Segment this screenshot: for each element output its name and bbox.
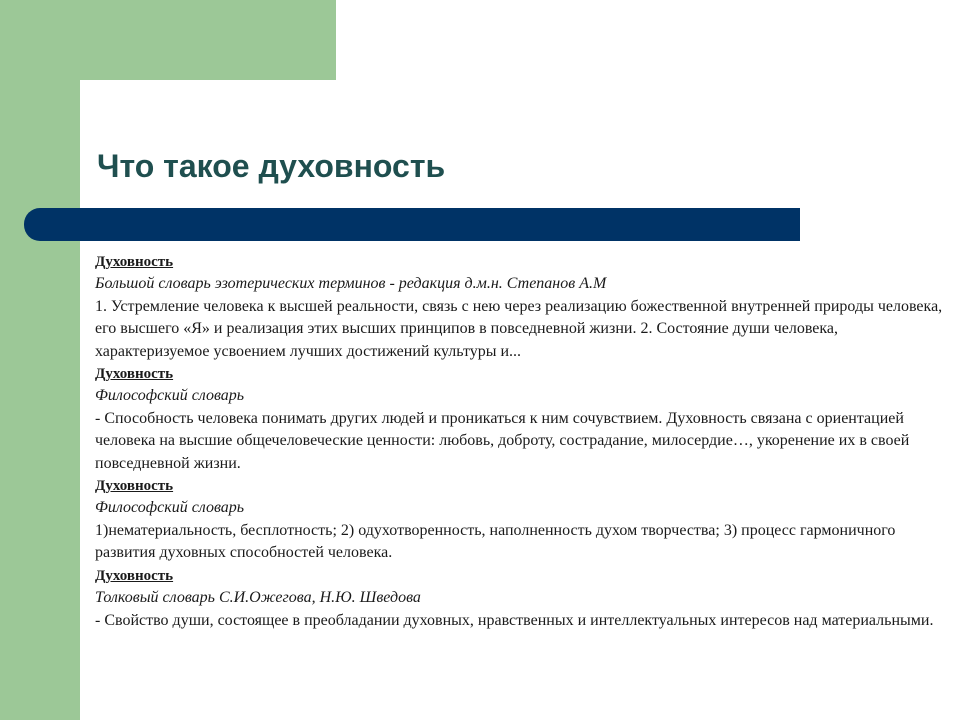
entry-heading: Духовность <box>95 366 174 383</box>
decorative-rounded-corner <box>80 80 140 140</box>
entry-text: 1)нематериальность, бесплотность; 2) одухотворенность, наполненность духом творчества; 3) процесс гармоничного развития духовных способностей человека. <box>95 521 896 562</box>
definition-entry <box>95 251 945 363</box>
entry-heading: Духовность <box>95 254 174 270</box>
entry-source: Большой словарь эзотерических терминов - редакция д.м.н. Степанов А.М <box>95 275 607 293</box>
entry-text: 1. Устремление человека к высшей реальности, связь с нею через реализацию божественной внутренней природы человека, его высшего «Я» и реализация этих высших принципов в повседневной жизни. 2. Состояние души человека, характеризуемое усвоением лучших достижений культуры и... <box>95 297 943 360</box>
entry-source: Философский словарь <box>95 499 245 517</box>
entry-source: Толковый словарь С.И.Ожегова, Н.Ю. Шведова <box>95 589 421 607</box>
slide-title: Что такое духовность <box>97 148 446 184</box>
entry-source: Философский словарь <box>95 387 245 405</box>
entry-heading: Духовность <box>95 478 174 495</box>
definition-entry <box>95 565 945 632</box>
slide-body <box>95 251 945 632</box>
definition-entry <box>95 363 945 475</box>
title-divider-bar <box>24 208 800 241</box>
entry-heading: Духовность <box>95 567 174 584</box>
decorative-green-sidebar <box>0 0 80 720</box>
entry-text: - Свойство души, состоящее в преобладании духовных, нравственных и интеллектуальных интересов над материальными. <box>95 611 934 629</box>
entry-text: - Способность человека понимать других людей и проникаться к ним сочувствием. Духовность связана с ориентацией человека на высшие общечеловеческие ценности: любовь, доброту, сострадание, милосердие…, укоренение их в своей повседневной жизни. <box>95 409 910 472</box>
definition-entry <box>95 475 945 565</box>
